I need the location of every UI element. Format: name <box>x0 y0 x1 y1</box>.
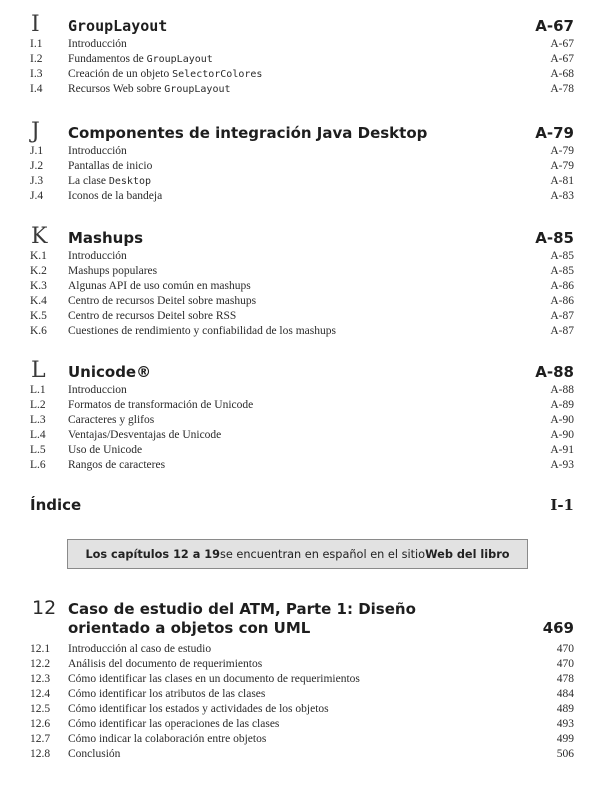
section-title <box>68 428 221 443</box>
section-number: I.4 <box>30 83 43 95</box>
chapter-title: GroupLayout <box>68 17 168 35</box>
toc-entry[interactable] <box>0 642 600 657</box>
section-title-code: Desktop <box>108 176 152 187</box>
toc-entry[interactable] <box>0 687 600 702</box>
toc-entry[interactable] <box>0 309 600 324</box>
toc-entry[interactable] <box>0 398 600 413</box>
section-page: 484 <box>556 688 574 700</box>
toc-entry[interactable] <box>0 428 600 443</box>
section-title <box>68 383 127 398</box>
section-title-text: Formatos de transformación de Unicode <box>68 399 254 411</box>
section-page: A-79 <box>550 145 574 157</box>
section-page: A-88 <box>550 384 574 396</box>
section-title-text: Introducción <box>68 250 127 262</box>
section-page: 493 <box>556 718 574 730</box>
section-number: 12.7 <box>30 733 51 745</box>
section-number: I.1 <box>30 38 43 50</box>
section-title-text: Mashups populares <box>68 265 158 277</box>
notice-bold-end: Web del libro <box>425 547 510 561</box>
section-title <box>68 324 336 339</box>
section-page: A-86 <box>550 295 574 307</box>
section-title <box>68 264 157 279</box>
section-title <box>68 443 142 458</box>
section-number: K.3 <box>30 280 47 292</box>
toc-entry[interactable] <box>0 294 600 309</box>
section-title <box>68 67 262 82</box>
section-title <box>68 279 251 294</box>
section-title-text: Recursos Web sobre <box>68 83 165 95</box>
section-number: K.5 <box>30 310 47 322</box>
chapter-letter: K <box>31 224 48 249</box>
chapter-title: Caso de estudio del ATM, Parte 1: Diseño orientado a objetos con UML <box>68 600 416 637</box>
chapter-page: A-79 <box>535 124 574 142</box>
section-title <box>68 144 127 159</box>
section-title-text: Introducción <box>68 145 127 157</box>
section-title-text: La clase <box>68 175 109 187</box>
section-list <box>0 249 600 339</box>
chapter-letter: L <box>31 358 46 383</box>
chapter-K <box>0 225 600 339</box>
section-title <box>68 52 213 67</box>
section-page: 478 <box>556 673 574 685</box>
section-title <box>68 174 151 189</box>
section-page: 506 <box>556 748 574 760</box>
toc-entry[interactable] <box>0 717 600 732</box>
section-list <box>0 37 600 97</box>
section-title <box>68 413 154 428</box>
section-page: A-83 <box>550 190 574 202</box>
section-title-text: Pantallas de inicio <box>68 160 153 172</box>
section-title-code: GroupLayout <box>164 84 231 95</box>
toc-entry[interactable] <box>0 747 600 762</box>
online-chapters-notice <box>67 539 528 569</box>
section-page: A-81 <box>550 175 574 187</box>
toc-entry[interactable] <box>0 732 600 747</box>
section-number: L.5 <box>30 444 46 456</box>
section-number: J.1 <box>30 145 44 157</box>
section-title-code: SelectorColores <box>172 69 263 80</box>
index-page: I-1 <box>550 496 574 514</box>
section-page: A-85 <box>550 265 574 277</box>
section-number: K.4 <box>30 295 47 307</box>
section-title-text: Ventajas/Desventajas de Unicode <box>68 429 222 441</box>
section-title: Cómo identificar los estados y actividades de los objetos <box>68 703 329 715</box>
section-title <box>68 249 127 264</box>
section-page: A-85 <box>550 250 574 262</box>
toc-entry[interactable] <box>0 702 600 717</box>
chapter-page: A-88 <box>535 363 574 381</box>
section-number: L.2 <box>30 399 46 411</box>
section-title <box>68 82 231 97</box>
section-page: A-68 <box>550 68 574 80</box>
section-title <box>68 294 256 309</box>
section-number: 12.3 <box>30 673 51 685</box>
section-title-text: Uso de Unicode <box>68 444 143 456</box>
chapter-page: 469 <box>542 619 574 637</box>
section-number: J.4 <box>30 190 44 202</box>
section-number: J.3 <box>30 175 44 187</box>
toc-entry[interactable] <box>0 443 600 458</box>
section-number: I.2 <box>30 53 43 65</box>
section-number: 12.1 <box>30 643 51 655</box>
section-page: 470 <box>556 643 574 655</box>
chapter-title: Mashups <box>68 229 143 247</box>
section-title <box>68 398 253 413</box>
toc-entry[interactable] <box>0 458 600 473</box>
section-title-text: Iconos de la bandeja <box>68 190 163 202</box>
section-number: K.6 <box>30 325 47 337</box>
section-title: Conclusión <box>68 748 121 760</box>
toc-entry[interactable] <box>0 174 600 189</box>
section-list <box>0 144 600 204</box>
toc-entry[interactable] <box>0 52 600 67</box>
section-title-text: Fundamentos de <box>68 53 147 65</box>
section-title: Cómo identificar las clases en un documento de requerimientos <box>68 673 360 685</box>
chapter-page: A-85 <box>535 229 574 247</box>
section-title-text: Algunas API de uso común en mashups <box>68 280 251 292</box>
section-title: Introducción al caso de estudio <box>68 643 212 655</box>
chapter-12-sections <box>0 642 600 762</box>
section-title <box>68 159 152 174</box>
section-page: A-67 <box>550 38 574 50</box>
section-title-code: GroupLayout <box>146 54 213 65</box>
section-page: A-79 <box>550 160 574 172</box>
section-number: L.3 <box>30 414 46 426</box>
section-title-text: Introducción <box>68 38 127 50</box>
toc-entry[interactable] <box>0 249 600 264</box>
chapter-heading <box>0 359 600 383</box>
chapter-title: Unicode® <box>68 363 152 381</box>
section-list <box>0 383 600 473</box>
section-page: A-89 <box>550 399 574 411</box>
section-title-text: Introduccion <box>68 384 127 396</box>
index-title: Índice <box>30 496 82 514</box>
toc-entry[interactable] <box>0 144 600 159</box>
toc-entry[interactable] <box>0 657 600 672</box>
section-title <box>68 189 162 204</box>
section-title-text: Cuestiones de rendimiento y confiabilidad de los mashups <box>68 325 336 337</box>
section-number: 12.8 <box>30 748 51 760</box>
section-title-text: Rangos de caracteres <box>68 459 166 471</box>
toc-entry[interactable] <box>0 279 600 294</box>
chapter-title: Componentes de integración Java Desktop <box>68 124 428 142</box>
section-number: L.4 <box>30 429 46 441</box>
section-title: Cómo identificar los atributos de las clases <box>68 688 266 700</box>
section-list <box>0 642 600 762</box>
section-page: A-78 <box>550 83 574 95</box>
section-page: 499 <box>556 733 574 745</box>
chapter-L <box>0 359 600 473</box>
chapter-page: A-67 <box>535 17 574 35</box>
section-title-text: Centro de recursos Deitel sobre RSS <box>68 310 237 322</box>
section-number: J.2 <box>30 160 44 172</box>
section-title: Cómo identificar las operaciones de las clases <box>68 718 280 730</box>
section-page: A-90 <box>550 414 574 426</box>
chapter-heading <box>0 120 600 144</box>
section-page: 470 <box>556 658 574 670</box>
section-page: A-90 <box>550 429 574 441</box>
section-title-text: Centro de recursos Deitel sobre mashups <box>68 295 257 307</box>
toc-entry[interactable] <box>0 264 600 279</box>
section-number: L.1 <box>30 384 46 396</box>
section-title <box>68 458 165 473</box>
toc-entry[interactable] <box>0 159 600 174</box>
section-page: A-86 <box>550 280 574 292</box>
chapter-heading <box>0 225 600 249</box>
toc-entry[interactable] <box>0 413 600 428</box>
notice-middle: se encuentran en español en el sitio <box>220 547 426 561</box>
section-page: A-87 <box>550 310 574 322</box>
toc-entry[interactable] <box>0 82 600 97</box>
toc-entry[interactable] <box>0 189 600 204</box>
chapter-I <box>0 13 600 97</box>
chapter-letter: I <box>31 12 40 37</box>
section-number: K.2 <box>30 265 47 277</box>
chapter-number: 12 <box>32 597 57 619</box>
section-number: I.3 <box>30 68 43 80</box>
section-number: K.1 <box>30 250 47 262</box>
toc-entry[interactable] <box>0 37 600 52</box>
notice-bold-start: Los capítulos 12 a 19 <box>85 547 220 561</box>
section-page: A-93 <box>550 459 574 471</box>
section-title-text: Creación de un objeto <box>68 68 173 80</box>
toc-entry[interactable] <box>0 324 600 339</box>
chapter-J <box>0 120 600 204</box>
section-number: 12.2 <box>30 658 51 670</box>
section-page: A-91 <box>550 444 574 456</box>
section-number: L.6 <box>30 459 46 471</box>
section-page: 489 <box>556 703 574 715</box>
section-page: A-87 <box>550 325 574 337</box>
toc-entry[interactable] <box>0 672 600 687</box>
toc-entry[interactable] <box>0 383 600 398</box>
section-title <box>68 309 236 324</box>
section-number: 12.6 <box>30 718 51 730</box>
chapter-letter: J <box>31 119 40 144</box>
chapter-heading <box>0 13 600 37</box>
section-title-text: Caracteres y glifos <box>68 414 155 426</box>
section-page: A-67 <box>550 53 574 65</box>
toc-entry[interactable] <box>0 67 600 82</box>
section-number: 12.4 <box>30 688 51 700</box>
section-title: Análisis del documento de requerimientos <box>68 658 263 670</box>
section-number: 12.5 <box>30 703 51 715</box>
section-title: Cómo indicar la colaboración entre objetos <box>68 733 267 745</box>
section-title <box>68 37 127 52</box>
